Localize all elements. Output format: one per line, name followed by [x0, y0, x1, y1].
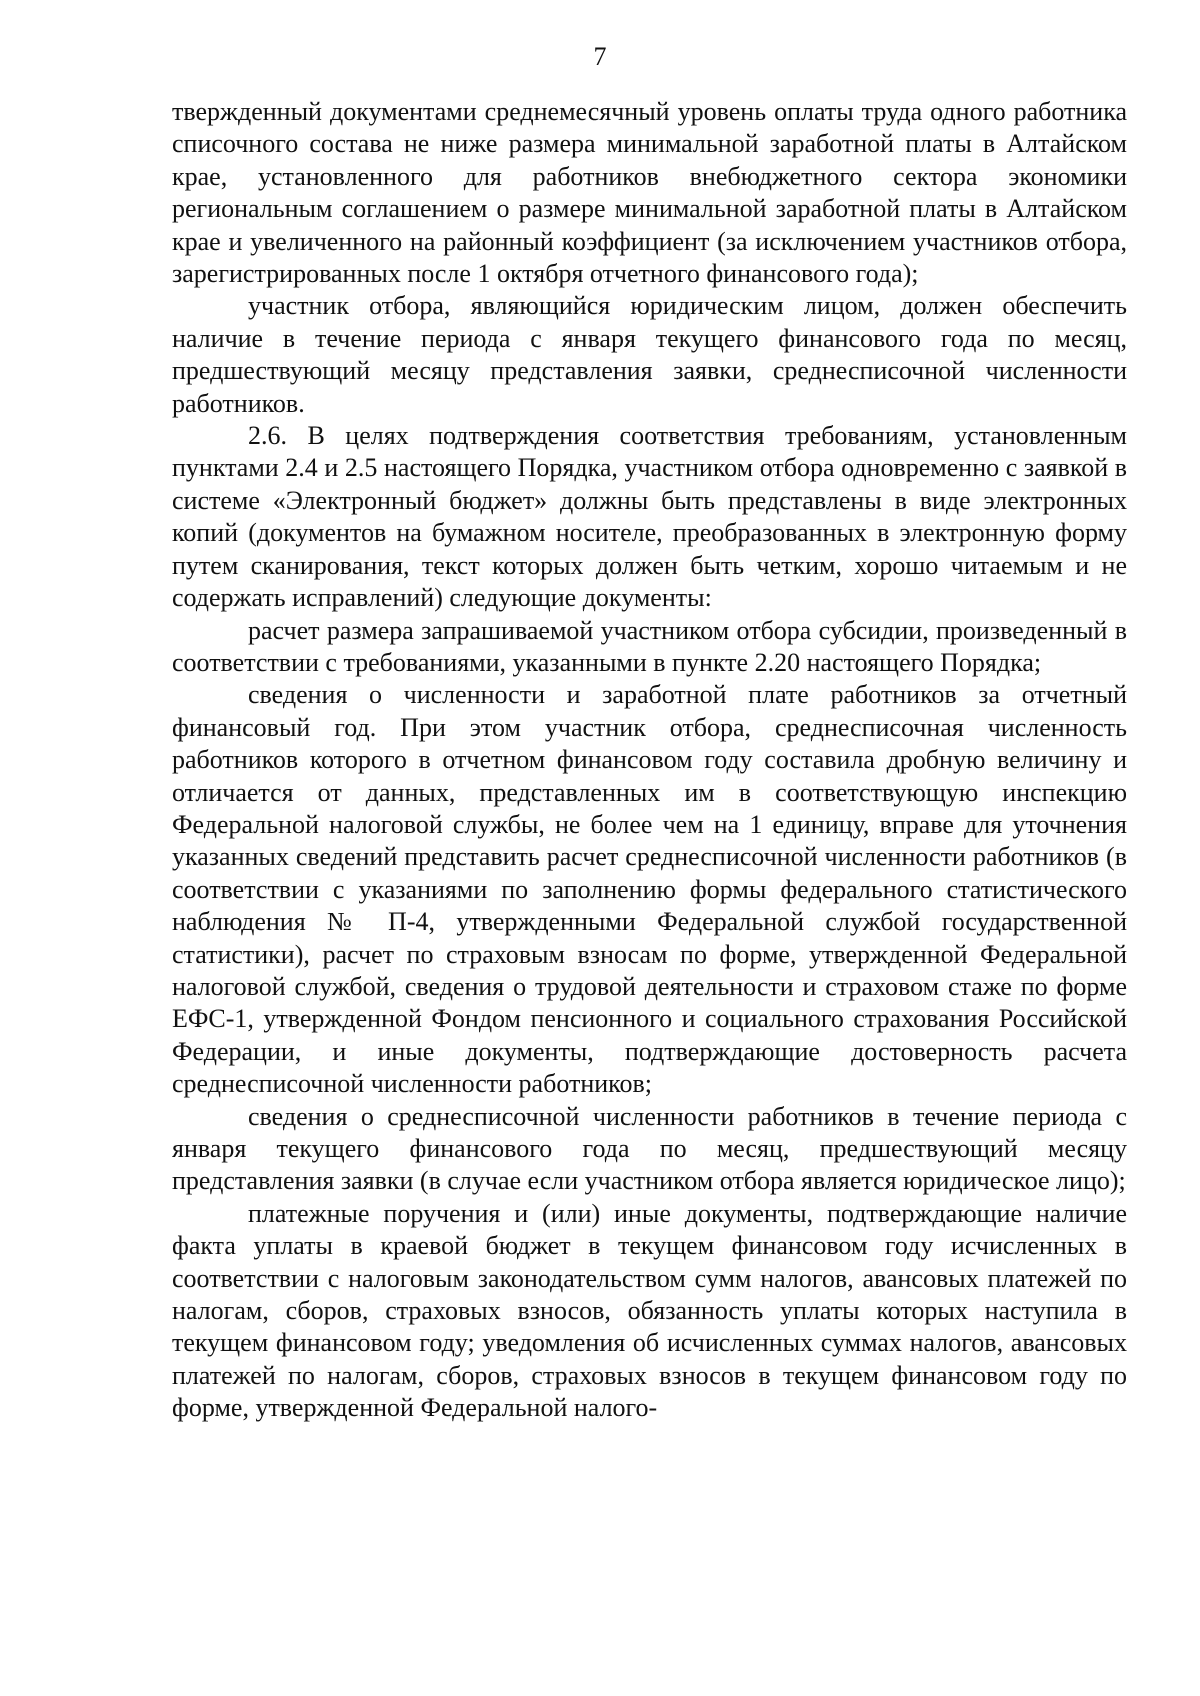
page-number: 7 [593, 42, 607, 71]
paragraph-6: сведения о среднесписочной численности работников в течение периода с января текущего финансового года по месяц, предшествующий месяцу представления заявки (в случае если участником отбора является юридическое лицо); [172, 1101, 1127, 1196]
paragraph-5: сведения о численности и заработной плате работников за отчетный финансовый год. При этом участник отбора, среднесписочная численность работников которого в отчетном финансовом году составила дробную величину и отличается от данных, представленных им в соответствующую инспекцию Федеральной налоговой службы, не более чем на 1 единицу, вправе для уточнения указанных сведений представить расчет среднесписочной численности работников (в соответствии с указаниями по заполнению формы федерального статистического наблюдения № П-4, утвержденными Федеральной службой государственной статистики), расчет по страховым взносам по форме, утвержденной Федеральной налоговой службой, сведения о трудовой деятельности и страховом стаже по форме ЕФС-1, утвержденной Фондом пенсионного и социального страхования Российской Федерации, и иные документы, подтверждающие достоверность расчета среднесписочной численности работников; [172, 680, 1127, 1099]
paragraph-2: участник отбора, являющийся юридическим лицом, должен обеспечить наличие в течение периода с января текущего финансового года по месяц, предшествующий месяцу представления заявки, среднесписочной численности работников. [172, 291, 1127, 418]
paragraph-4: расчет размера запрашиваемой участником отбора субсидии, произведенный в соответствии с требованиями, указанными в пункте 2.20 настоящего Порядка; [172, 615, 1127, 677]
body-text [172, 96, 1127, 1425]
paragraph-7: платежные поручения и (или) иные документы, подтверждающие наличие факта уплаты в краевой бюджет в текущем финансовом году исчисленных в соответствии с налоговым законодательством сумм налогов, авансовых платежей по налогам, сборов, страховых взносов, обязанность уплаты которых наступила в текущем финансовом году; уведомления об исчисленных суммах налогов, авансовых платежей по налогам, сборов, страховых взносов в текущем финансовом году по форме, утвержденной Федеральной налого- [172, 1198, 1127, 1423]
paragraph-1: твержденный документами среднемесячный уровень оплаты труда одного работника списочного состава не ниже размера минимальной заработной платы в Алтайском крае, установленного для работников внебюджетного сектора экономики региональным соглашением о размере минимальной заработной платы в Алтайском крае и увеличенного на районный коэффициент (за исключением участников отбора, зарегистрированных после 1 октября отчетного финансового года); [172, 97, 1127, 289]
paragraph-3: 2.6. В целях подтверждения соответствия требованиям, установленным пунктами 2.4 и 2.5 настоящего Порядка, участником отбора одновременно с заявкой в системе «Электронный бюджет» должны быть представлены в виде электронных копий (документов на бумажном носителе, преобразованных в электронную форму путем сканирования, текст которых должен быть четким, хорошо читаемым и не содержать исправлений) следующие документы: [172, 421, 1127, 613]
